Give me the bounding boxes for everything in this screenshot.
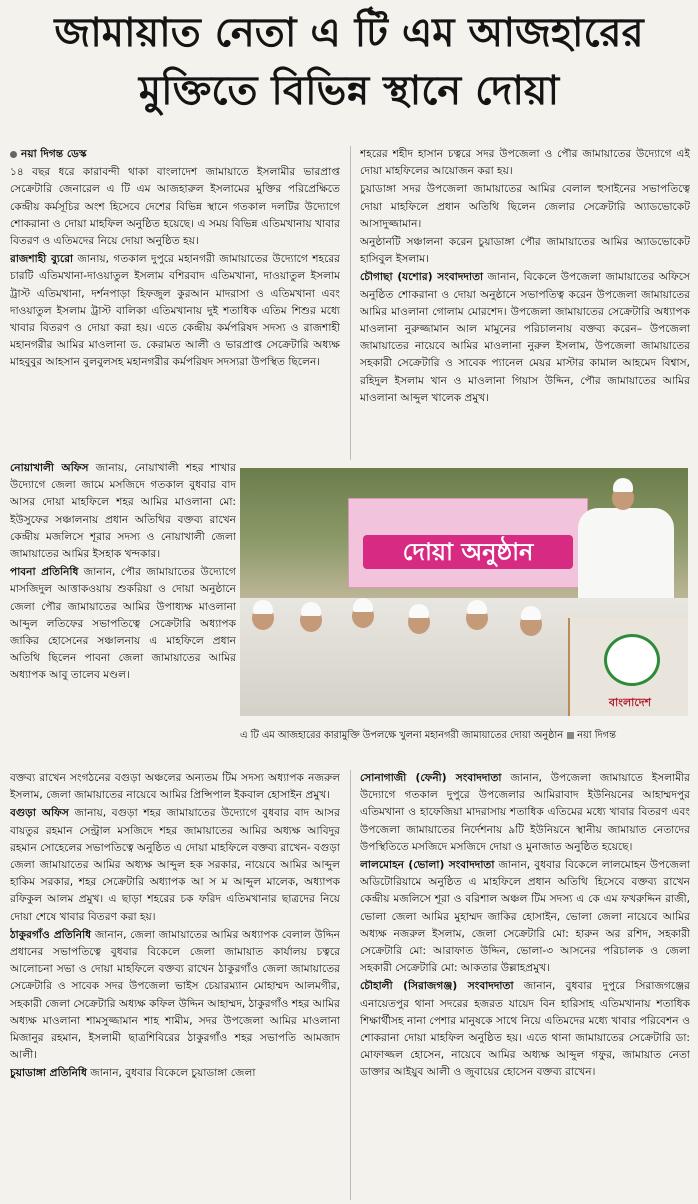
dateline: সোনাগাজী (ফেনী) সংবাদদাতা bbox=[360, 772, 502, 784]
paragraph-sonagazi bbox=[360, 770, 690, 856]
caption-text: এ টি এম আজহারের কারামুক্তি উপলক্ষে খুলনা মহানগরী জামায়াতের দোয়া অনুষ্ঠান bbox=[240, 730, 564, 741]
audience-cap bbox=[521, 606, 541, 620]
article-column-1 bbox=[10, 146, 340, 456]
paragraph-text: জানায়, গতকাল দুপুরে মহানগরী জামায়াতের উদ্যোগে শহরের চারটি এতিমখানা-দাওয়াতুল ইসলাম বশিরবাদ এতিমখানা, দাওয়াতুল ইসলাম ট্রাস্ট এতিমখানা, দর্শনপাড়া হিফজুল কুরআন মাদরাসা ও এতিমখানা এবং দাওয়াতুল ইসলাম ট্রাস্ট বালিকা এতিমখানায় দুই শতাধিক এতিম শিশুর মধ্যে খাবার বিতরণ ও দোয়া করা হয়। এতে কেন্দ্রীয় কর্মপরিষদ সদস্য ও রাজশাহী মহানগরীর আমির মাওলানা ড. কেরামত আলী ও ভারপ্রাপ্ত সেক্রেটারি অধ্যক্ষ মাহবুবুর আহসান বুলবুলসহ মহানগরীর কর্মপরিষদ সদস্যরা উপস্থিত ছিলেন। bbox=[10, 253, 340, 369]
podium-text: বাংলাদেশ bbox=[608, 696, 652, 709]
photo-caption bbox=[240, 728, 690, 744]
dateline: বগুড়া অফিস bbox=[10, 807, 69, 820]
article-column-1-lower bbox=[10, 460, 236, 770]
headline bbox=[0, 4, 698, 132]
article-column-3 bbox=[10, 770, 340, 1200]
paragraph-chuadanga bbox=[10, 1065, 340, 1082]
banner-title: দোয়া অনুষ্ঠান bbox=[363, 535, 573, 569]
paragraph-text: জানায়, নোয়াখালী শহর শাখার উদ্যোগে জেলা জামে মসজিদে গতকাল বুধবার বাদ আসর দোয়া মাহফিলে শহর আমির মাওলানা মো: ইউসুফের সঞ্চালনায় প্রধান অতিথির বক্তব্য রাখেন কেন্দ্রীয় মজলিসে শূরার সদস্য ও নোয়াখালী জেলা জামায়াতের আমির ইসহাক খন্দকার। bbox=[10, 462, 236, 561]
dateline: ঠাকুরগাঁও প্রতিনিধি bbox=[10, 928, 92, 941]
audience-cap bbox=[253, 600, 273, 614]
paragraph-rajshahi bbox=[10, 251, 340, 371]
paragraph-text: জানান, পৌর জামায়াতের উদ্যোগে মাসজিদুল আত্তাকওয়ায় শুকরিয়া ও দোয়া অনুষ্ঠানে জেলা পৌর জামায়াতের আমির উপাধ্যক্ষ মাওলানা আব্দুল লতিফের সভাপতিত্বে সেক্রেটারি অধ্যাপক জাকির হোসেনের সঞ্চালনায় এ মাহফিলে প্রধান অতিথি ছিলেন পাবনা জেলা জামায়াতের আমির অধ্যাপক আবু তালেব মণ্ডল। bbox=[10, 566, 236, 682]
column-divider-lower bbox=[350, 770, 351, 1200]
column-divider bbox=[350, 146, 351, 460]
paragraph-lalmohan bbox=[360, 857, 690, 977]
paragraph-noakhali bbox=[10, 460, 236, 563]
speaker-figure bbox=[578, 508, 674, 600]
audience-cap bbox=[409, 604, 429, 618]
party-logo-icon bbox=[604, 634, 660, 686]
audience-cap bbox=[301, 602, 321, 616]
paragraph-chauhali bbox=[360, 978, 690, 1081]
paragraph: অনুষ্ঠানটি সঞ্চালনা করেন চুয়াডাঙ্গা পৌর জামায়াতের আমির অ্যাডভোকেট হাসিবুল ইসলাম। bbox=[360, 236, 690, 266]
bullet-icon bbox=[10, 151, 17, 158]
paragraph-text: জানান, বুধবার বিকেলে চুয়াডাঙ্গা জেলা bbox=[86, 1067, 256, 1080]
paragraph-bogura bbox=[10, 805, 340, 925]
intro-paragraph: ১৪ বছর ধরে কারাবন্দী থাকা বাংলাদেশ জামায়াতে ইসলামীর ভারপ্রাপ্ত সেক্রেটারি জেনারেল এ টি এম আজহারুল ইসলামের মুক্তির পরিপ্রেক্ষিতে কেন্দ্রীয় কর্মসূচির অংশ হিসেবে দেশের বিভিন্ন স্থানে গতকাল দলটির উদ্যোগে শোকরানা ও দোয়া মাহফিল অনুষ্ঠিত হয়েছে। এ সময় বিভিন্ন এতিমখানায় খাবার বিতরণ ও এতিমদের নিয়ে দোয়া অনুষ্ঠিত হয়। bbox=[10, 166, 340, 248]
podium bbox=[568, 618, 688, 716]
paragraph-text: জানান, জেলা জামায়াতের আমির অধ্যাপক বেলাল উদ্দিন প্রধানের সভাপতিত্বে বুধবার বিকেলে জেলা জামায়াত কার্যালয় চত্বরে আলোচনা সভা ও দোয়া মাহফিলে বক্তব্য রাখেন ঠাকুরগাঁও জেলা জামায়াতের সেক্রেটারি ও সাবেক সদর উপজেলা ভাইস চেয়ারম্যান মোহাম্মদ আলমগীর, সহকারী জেলা সেক্রেটারি অধ্যক্ষ কফিল উদ্দিন আহাম্মদ, ঠাকুরগাঁও শহর আমির অধ্যক্ষ মাওলানা শামসুজ্জামান শাহ শামীম, সদর উপজেলা আমির মাওলানা মিজানুর রহমান, ইসলামী ছাত্রশিবিরের ঠাকুরগাঁও শহর সভাপতি আমজাদ আলী। bbox=[10, 928, 340, 1062]
dateline: চৌগাছা (যশোর) সংবাদদাতা bbox=[360, 271, 484, 284]
paragraph-text: জানান, বুধবার বিকেলে লালমোহন উপজেলা অডিটোরিয়ামে অনুষ্ঠিত এ মাহফিলে প্রধান অতিথি হিসেবে বক্তব্য রাখেন কেন্দ্রীয় মজলিসে শূরা ও বরিশাল অঞ্চল টিম সদস্য এ কে এম ফখরুদ্দিন রাজী, ভোলা জেলা আমির মুহাম্মদ জাকির হোসাইন, ভোলা জেলা নায়েবে আমির অধ্যক্ষ নজরুল ইসলাম, জেলা সেক্রেটারি মো: হারুন অর রশিদ, সহকারী সেক্রেটারি মো: আরাফাত উদ্দিন, ভোলা-৩ আসনের পরিচালক ও জেলা সহকারী সেক্রেটারি মো: আকতার উল্লাহপ্রমুখ। bbox=[360, 859, 690, 975]
caption-source: নয়া দিগন্ত bbox=[577, 730, 616, 741]
byline: নয়া দিগন্ত ডেস্ক bbox=[10, 146, 340, 163]
paragraph-text: জানান, বিকেলে উপজেলা জামায়াতের অফিসে অনুষ্ঠিত শোকরানা ও দোয়া অনুষ্ঠানে সভাপতিত্ব করেন উপজেলা জামায়াতের আমির মাওলানা গোলাম মোরশেদ। উপজেলা জামায়াতের সেক্রেটারি অধ্যাপক মাওলানা নুরুজ্জামান আল মামুনের পরিচালনায় বক্তব্য করেন– উপজেলা জামায়াতের নায়েবে আমির মাওলানা নুরুল ইসলাম, উপজেলা জামায়াতের সহকারী সেক্রেটারি ও সাবেক প্যানেল মেয়র মাস্টার কামাল আহমেদ বিশ্বাস, রহিদুল ইসলাম খান ও মাওলানা গিয়াস উদ্দিন, পৌর জামায়াতের আমির মাওলানা আব্দুল খালেক প্রমুখ। bbox=[360, 271, 690, 404]
paragraph: বক্তব্য রাখেন সংগঠনের বগুড়া অঞ্চলের অন্যতম টিম সদস্য অধ্যাপক নজরুল ইসলাম, জেলা জামায়াতের নায়েবে আমির প্রিন্সিপাল ইকবাল হোসাইন প্রমুখ। bbox=[10, 772, 340, 802]
article-column-2 bbox=[360, 146, 690, 456]
paragraph-chougachha bbox=[360, 269, 690, 407]
dateline: পাবনা প্রতিনিধি bbox=[10, 566, 79, 579]
audience-cap bbox=[353, 598, 373, 612]
headline-line-2: মুক্তিতে বিভিন্ন স্থানে দোয়া bbox=[138, 68, 560, 114]
paragraph: শহরের শহীদ হাসান চত্বরে সদর উপজেলা ও পৌর জামায়াতের উদ্যোগে এই দোয়া মাহফিলের আয়োজন করা হয়। bbox=[360, 148, 690, 178]
dateline: লালমোহন (ভোলা) সংবাদদাতা bbox=[360, 859, 495, 872]
news-photo bbox=[240, 468, 688, 716]
speaker-cap bbox=[613, 478, 633, 492]
square-bullet-icon bbox=[567, 732, 574, 739]
paragraph-pabna bbox=[10, 564, 236, 684]
paragraph-text: জানান, উপজেলা জামায়াতে ইসলামীর উদ্যোগে গতকাল দুপুরে উপজেলার আমিরাবাদ ইউনিয়নের আহাম্মদপুর এতিমখানা ও হাফেজিয়া মাদরাসায় শতাধিক এতিমের মধ্যে খাবার বিতরণ এবং উপজেলা জামায়াতের নির্দেশনায় ৯টি ইউনিয়নে স্থানীয় জামায়াত নেতাদের উপস্থিতিতে মসজিদে মসজিদে দোয়া ও মুনাজাত অনুষ্ঠিত হয়েছে। bbox=[360, 772, 690, 853]
dateline: চুয়াডাঙ্গা প্রতিনিধি bbox=[10, 1067, 87, 1080]
event-banner bbox=[348, 498, 588, 588]
dateline: চৌহালী (সিরাজগঞ্জ) সংবাদদাতা bbox=[360, 980, 514, 993]
headline-line-1: জামায়াত নেতা এ টি এম আজহারের bbox=[54, 10, 644, 56]
dateline: রাজশাহী ব্যুরো bbox=[10, 253, 74, 266]
paragraph-text: জানায়, বগুড়া শহর জামায়াতের উদ্যোগে বুধবার বাদ আসর বায়তুর রহমান সেন্ট্রাল মসজিদে শহর জামায়াতের আমির অধ্যক্ষ আবিদুর রহমান সোহেলের সভাপতিত্বে অনুষ্ঠিত এ দোয়া মাহফিলে বক্তব্য রাখেন- বগুড়া জেলা জামায়াতের আমির অধ্যক্ষ আব্দুল হক সরকার, নায়েবে আমির আব্দুল হাকিম সরকার, শহর সেক্রেটারি অধ্যাপক আ স ম আব্দুল মালেক, অধ্যাপক রফিকুল আলম প্রমুখ। এ ছাড়া শহরের চক ফরিদ এতিমখানার ছাত্রদের নিয়ে দোয়া শেষে খাবার বিতরণ করা হয়। bbox=[10, 807, 340, 923]
paragraph-thakurgaon bbox=[10, 927, 340, 1065]
paragraph-text: জানান, বুধবার দুপুরে সিরাজগঞ্জের এনায়েতপুর থানা সদরের হজরত যায়েদ বিন হারিসাহ এতিমখানায় শতাধিক শিক্ষার্থীসহ নানা পেশার মানুষকে সাথে নিয়ে এতিমদের মধ্যে খাবার পরিবেশন ও শোকরানা দোয়া মাহফিল অনুষ্ঠিত হয়। এতে থানা জামায়াতের সেক্রেটারি ডা: মোফাজ্জল হোসেন, নায়েবে আমির অধ্যক্ষ আব্দুল গফুর, জামায়াত নেতা ডাক্তার আইয়ুব আলী ও জুবায়ের হোসেন বক্তব্য রাখেন। bbox=[360, 980, 690, 1079]
paragraph: চুয়াডাঙ্গা সদর উপজেলা জামায়াতের আমির বেলাল হুসাইনের সভাপতিত্বে দোয়া মাহফিলে প্রধান অতিথি ছিলেন জেলার সেক্রেটারি অ্যাডভোকেট আসাদুজ্জামান। bbox=[360, 183, 690, 230]
dateline: নোয়াখালী অফিস bbox=[10, 462, 89, 474]
article-column-4 bbox=[360, 770, 690, 1200]
audience-cap bbox=[467, 600, 487, 614]
